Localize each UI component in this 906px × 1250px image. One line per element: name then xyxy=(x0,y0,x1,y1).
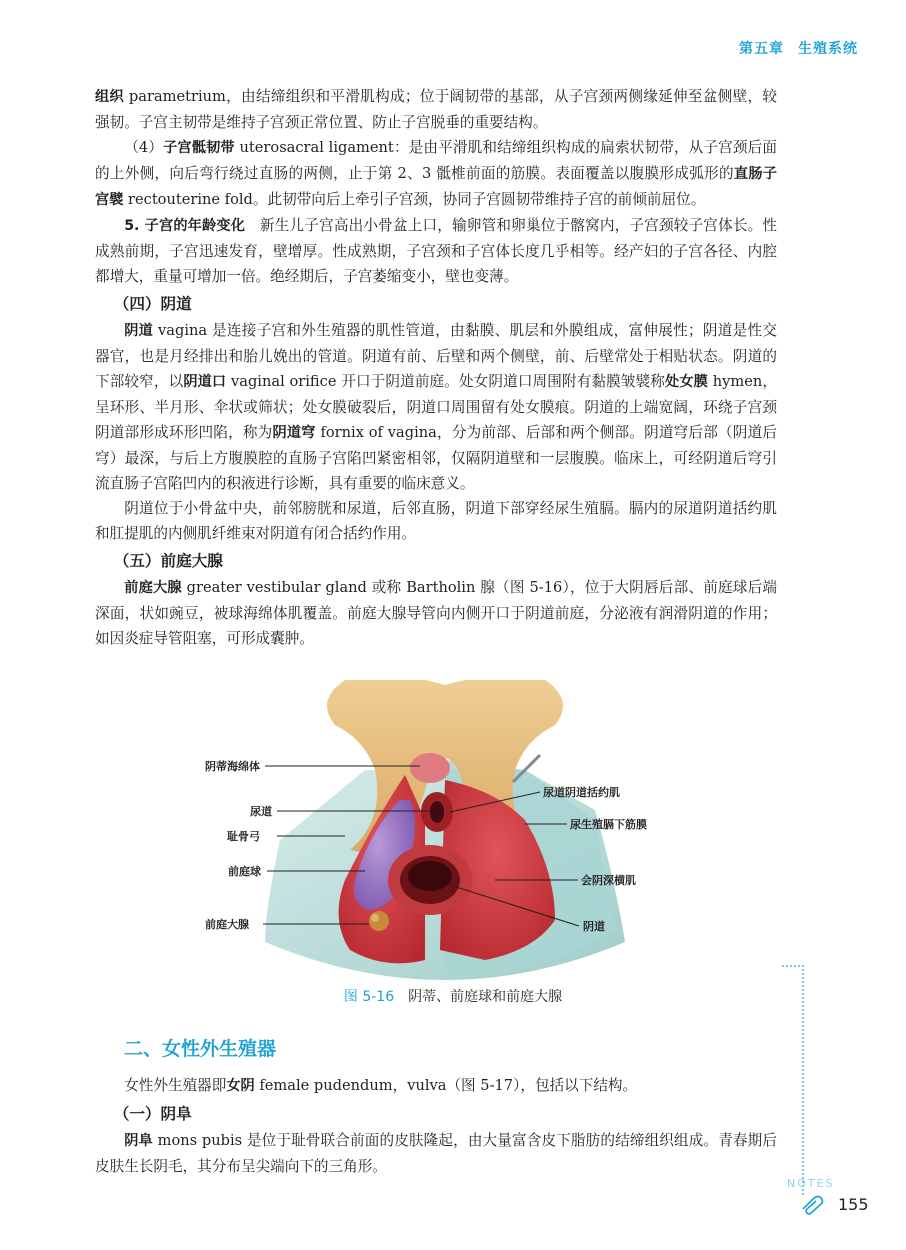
term: 阴道穹 xyxy=(272,425,316,441)
chapter-title: 生殖系统 xyxy=(798,41,858,57)
paragraph-uterosacral: （4）子宫骶韧带 uterosacral ligament：是由平滑肌和结缔组织构成的扁索状韧带，从子宫颈后面的上外侧，向后弯行绕过直肠的两侧，止于第 2、3 骶椎前面的筋膜。表面覆盖以腹膜形成弧形的直肠子宫襞 rectouterine fold。此韧带向后上牵引子宫颈，协同子宫圆韧带维持子宫的前倾前屈位。 xyxy=(95,139,777,208)
paragraph-vulva: 女性外生殖器即女阴 female pudendum，vulva（图 5-17），包括以下结构。 xyxy=(124,1077,638,1094)
heading-vestibular-gland: （五）前庭大腺 xyxy=(113,552,223,570)
heading-vagina: （四）阴道 xyxy=(113,295,192,313)
term: 处女膜 xyxy=(665,374,708,390)
margin-decoration xyxy=(782,965,804,1195)
label-vestibular-bulb: 前庭球 xyxy=(228,865,261,878)
label-clitoris-cavernosum: 阴蒂海绵体 xyxy=(205,760,260,773)
paragraph-mons-pubis: 阴阜 mons pubis 是位于耻骨联合前面的皮肤隆起，由大量富含皮下脂肪的结缔组织组成。青春期后皮肤生长阴毛，其分布呈尖端向下的三角形。 xyxy=(95,1132,777,1175)
notes-label: NOTES xyxy=(787,1177,835,1190)
paragraph-vagina-position: 阴道位于小骨盆中央，前邻膀胱和尿道，后邻直肠，阴道下部穿经尿生殖膈。膈内的尿道阴道括约肌和肛提肌的内侧肌纤维束对阴道有闭合括约作用。 xyxy=(95,500,777,542)
chapter-number: 第五章 xyxy=(739,41,784,57)
main-text xyxy=(95,84,777,651)
term: 子宫骶韧带 xyxy=(163,140,235,156)
term: 女阴 xyxy=(226,1078,255,1094)
label-vagina: 阴道 xyxy=(583,920,605,933)
term: 阴阜 xyxy=(124,1133,153,1149)
page-number: 155 xyxy=(838,1195,869,1214)
label-vestibular-gland: 前庭大腺 xyxy=(205,918,249,931)
label-urethrovaginal-sphincter: 尿道阴道括约肌 xyxy=(543,786,620,799)
paragraph-vagina: 阴道 vagina 是连接子宫和外生殖器的肌性管道，由黏膜、肌层和外膜组成，富伸展性；阴道是性交器官，也是月经排出和胎儿娩出的管道。阴道有前、后壁和两个侧壁，前、后壁常处于相贴状态。阴道的下部较窄，以阴道口 vaginal orifice 开口于阴道前庭。处女阴道口周围附有黏膜皱襞称处女膜 hymen，呈环形、半月形、伞状或筛状；处女膜破裂后，阴道口周围留有处女膜痕。阴道的上端宽阔，环绕子宫颈阴道部形成环形凹陷，称为阴道穹 fornix of vagina，分为前部、后部和两个侧部。阴道穹后部（阴道后穹）最深，与后上方腹膜腔的直肠子宫陷凹紧密相邻，仅隔阴道壁和一层腹膜。临床上，可经阴道后穹引流直肠子宫陷凹内的积液进行诊断，具有重要的临床意义。 xyxy=(95,322,777,492)
term: 直肠子宫襞 xyxy=(95,166,777,208)
term: 组织 xyxy=(95,89,124,105)
section-text xyxy=(95,1073,777,1179)
label-urethra: 尿道 xyxy=(250,805,272,818)
running-header xyxy=(725,38,858,58)
label-urogenital-fascia: 尿生殖膈下筋膜 xyxy=(570,818,647,831)
figure-caption-text: 阴蒂、前庭球和前庭大腺 xyxy=(408,989,563,1005)
figure-number: 图 5-16 xyxy=(343,989,395,1005)
term: 阴道口 xyxy=(183,374,227,390)
paragraph-age-changes: 5. 子宫的年龄变化 新生儿子宫高出小骨盆上口，输卵管和卵巢位于髂窝内，子宫颈较子宫体长。性成熟前期，子宫迅速发育，壁增厚。性成熟期，子宫颈和子宫体长度几乎相等。经产妇的子宫各径、内腔都增大，重量可增加一倍。绝经期后，子宫萎缩变小，壁也变薄。 xyxy=(95,217,778,285)
term: 5. 子宫的年龄变化 xyxy=(124,218,246,234)
section-title: 二、女性外生殖器 xyxy=(124,1038,277,1060)
figure-caption xyxy=(0,986,906,1006)
label-pubic-arch: 耻骨弓 xyxy=(227,830,260,843)
term: 前庭大腺 xyxy=(124,580,182,596)
paragraph-parametrium: 组织 parametrium，由结缔组织和平滑肌构成；位于阔韧带的基部，从子宫颈两侧缘延伸至盆侧壁，较强韧。子宫主韧带是维持子宫颈正常位置、防止子宫脱垂的重要结构。 xyxy=(95,88,777,131)
anatomy-illustration xyxy=(195,680,687,980)
term: 阴道 xyxy=(124,323,154,339)
heading-mons-pubis: （一）阴阜 xyxy=(113,1105,192,1123)
label-deep-transverse: 会阴深横肌 xyxy=(581,874,636,887)
paperclip-icon xyxy=(800,1195,826,1215)
paragraph-vestibular-gland: 前庭大腺 greater vestibular gland 或称 Bartholin 腺（图 5-16），位于大阴唇后部、前庭球后端深面，状如豌豆，被球海绵体肌覆盖。前庭大腺导管向内侧开口于阴道前庭，分泌液有润滑阴道的作用；如因炎症导管阻塞，可形成囊肿。 xyxy=(95,579,777,647)
